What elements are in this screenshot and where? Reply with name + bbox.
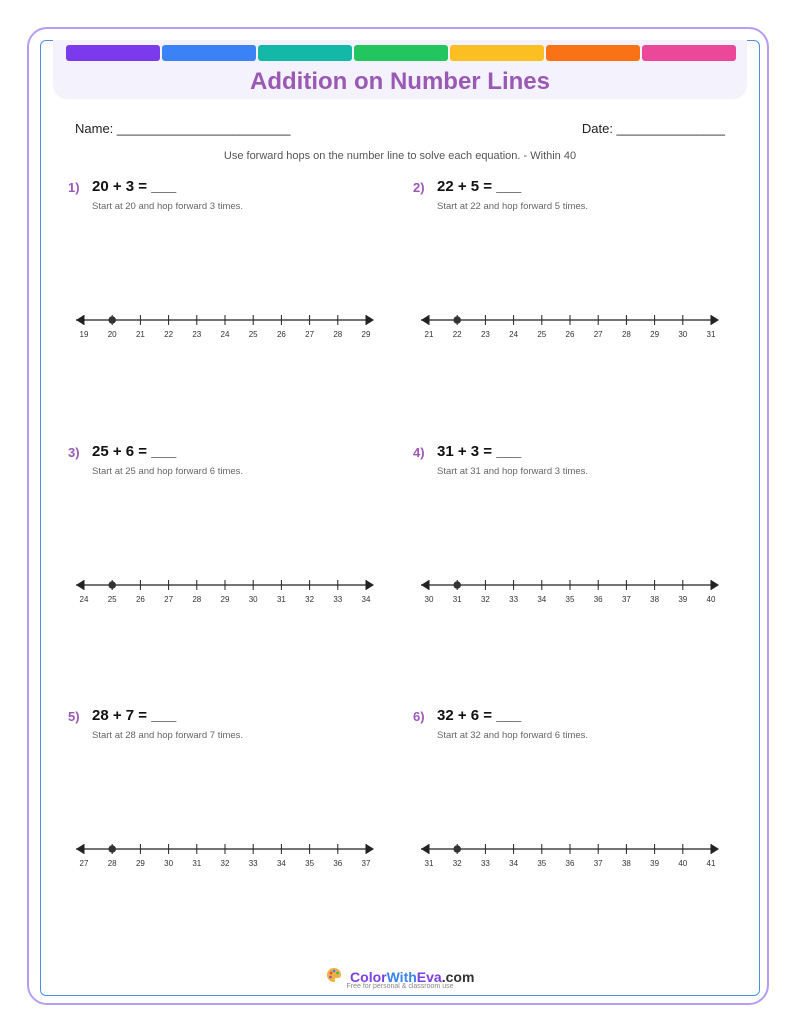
tick-label: 30 [164,859,174,867]
footer-tagline: Free for personal & classroom use [346,983,454,990]
problem-number: 6) [413,709,425,724]
start-point-marker [108,581,116,589]
tick-label: 31 [424,859,434,867]
tick-label: 31 [192,859,202,867]
start-point-marker [108,845,116,853]
number-line [68,571,380,603]
tick-label: 29 [361,330,371,338]
tick-label: 31 [276,595,286,603]
start-point-marker [453,581,461,589]
tick-label: 30 [424,595,434,603]
tick-label: 38 [621,859,631,867]
tick-label: 29 [135,859,145,867]
equation[interactable]: 22 + 5 = ___ [437,178,522,195]
tick-label: 32 [220,859,230,867]
tick-label: 21 [135,330,145,338]
hint-text: Start at 31 and hop forward 3 times. [437,466,589,477]
tick-label: 37 [621,595,631,603]
arrow-right-icon [366,844,374,854]
tick-label: 20 [107,330,117,338]
start-point-marker [108,316,116,324]
tick-label: 33 [333,595,343,603]
tick-label: 23 [480,330,490,338]
rainbow-bar [66,45,736,61]
tick-label: 26 [276,330,286,338]
tick-label: 36 [593,595,603,603]
tick-label: 41 [706,859,716,867]
problem-3 [68,445,398,695]
number-line [413,306,725,338]
brand-part-color: Color [350,968,387,985]
problem-number: 5) [68,709,80,724]
tick-label: 31 [452,595,462,603]
equation[interactable]: 28 + 7 = ___ [92,707,177,724]
tick-label: 23 [192,330,202,338]
tick-label: 27 [305,330,315,338]
start-point-marker [453,316,461,324]
problem-6 [413,709,743,959]
name-field[interactable]: Name: ________________________ [75,121,291,136]
rainbow-segment [546,45,640,61]
instructions: Use forward hops on the number line to solve each equation. - Within 40 [223,150,577,162]
page-title: Addition on Number Lines [250,68,550,95]
tick-label: 32 [480,595,490,603]
tick-label: 26 [135,595,145,603]
number-line [68,306,380,338]
tick-label: 40 [678,859,688,867]
tick-label: 40 [706,595,716,603]
tick-label: 35 [305,859,315,867]
tick-label: 19 [79,330,89,338]
tick-label: 28 [107,859,117,867]
hint-text: Start at 28 and hop forward 7 times. [92,730,244,741]
tick-label: 34 [276,859,286,867]
tick-label: 32 [452,859,462,867]
arrow-right-icon [711,844,719,854]
equation[interactable]: 31 + 3 = ___ [437,443,522,460]
tick-label: 33 [480,859,490,867]
brand-part-domain: .com [441,968,475,985]
tick-label: 30 [678,330,688,338]
tick-label: 29 [650,330,660,338]
arrow-right-icon [366,580,374,590]
tick-label: 24 [79,595,89,603]
tick-label: 27 [164,595,174,603]
problem-4 [413,445,743,695]
start-point-marker [453,845,461,853]
problem-number: 4) [413,445,425,460]
tick-label: 25 [248,330,258,338]
tick-label: 37 [593,859,603,867]
rainbow-segment [450,45,544,61]
number-line [413,571,725,603]
problem-1 [68,180,398,430]
tick-label: 22 [452,330,462,338]
problem-number: 3) [68,445,80,460]
tick-label: 28 [333,330,343,338]
tick-label: 28 [621,330,631,338]
problem-5 [68,709,398,959]
rainbow-segment [66,45,160,61]
tick-label: 34 [361,595,371,603]
rainbow-segment [642,45,736,61]
tick-label: 35 [565,595,575,603]
tick-label: 39 [650,859,660,867]
tick-label: 27 [593,330,603,338]
arrow-left-icon [76,844,84,854]
tick-label: 30 [248,595,258,603]
tick-label: 37 [361,859,371,867]
brand-part-with: With [386,968,417,985]
rainbow-segment [162,45,256,61]
hint-text: Start at 22 and hop forward 5 times. [437,201,589,212]
tick-label: 28 [192,595,202,603]
date-field[interactable]: Date: _______________ [581,121,725,136]
equation[interactable]: 25 + 6 = ___ [92,443,177,460]
tick-label: 24 [509,330,519,338]
tick-label: 35 [537,859,547,867]
tick-label: 27 [79,859,89,867]
equation[interactable]: 32 + 6 = ___ [437,707,522,724]
problem-number: 2) [413,180,425,195]
tick-label: 31 [706,330,716,338]
arrow-left-icon [421,844,429,854]
problem-2 [413,180,743,430]
tick-label: 39 [678,595,688,603]
tick-label: 29 [220,595,230,603]
tick-label: 36 [333,859,343,867]
number-line [68,835,380,867]
hint-text: Start at 25 and hop forward 6 times. [92,466,244,477]
arrow-left-icon [421,315,429,325]
rainbow-segment [258,45,352,61]
arrow-right-icon [711,580,719,590]
tick-label: 26 [565,330,575,338]
tick-label: 36 [565,859,575,867]
arrow-left-icon [76,315,84,325]
arrow-left-icon [76,580,84,590]
tick-label: 22 [164,330,174,338]
rainbow-segment [354,45,448,61]
arrow-right-icon [366,315,374,325]
brand-part-eva: Eva [416,968,442,985]
arrow-right-icon [711,315,719,325]
problem-number: 1) [68,180,80,195]
arrow-left-icon [421,580,429,590]
tick-label: 33 [509,595,519,603]
number-line [413,835,725,867]
tick-label: 33 [248,859,258,867]
equation[interactable]: 20 + 3 = ___ [92,178,177,195]
tick-label: 25 [537,330,547,338]
tick-label: 21 [424,330,434,338]
hint-text: Start at 20 and hop forward 3 times. [92,201,244,212]
footer [0,967,800,988]
tick-label: 38 [650,595,660,603]
tick-label: 34 [537,595,547,603]
tick-label: 25 [107,595,117,603]
tick-label: 34 [509,859,519,867]
tick-label: 32 [305,595,315,603]
tick-label: 24 [220,330,230,338]
hint-text: Start at 32 and hop forward 6 times. [437,730,589,741]
